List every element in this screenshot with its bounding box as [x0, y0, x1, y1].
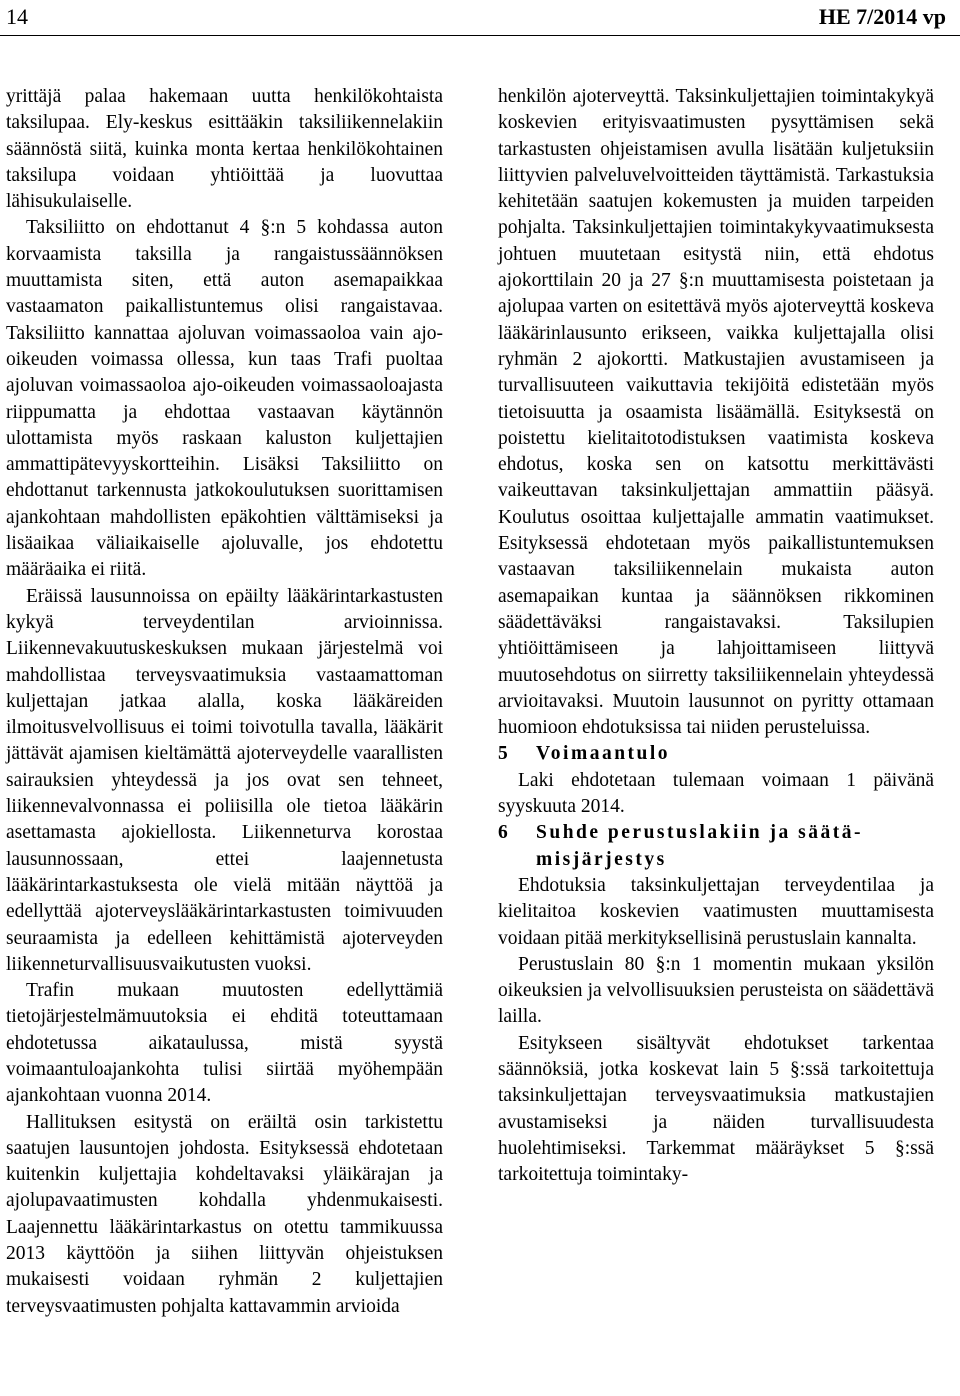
paragraph: yrittäjä palaa hakemaan uutta henkilökohtaista taksilupaa. Ely-keskus esittääkin taksiliikennelakiin säännöstä siitä, kuinka monta kertaa henkilökohtainen taksilupa voidaan yhtiöittää ja luovuttaa lähisukulaiselle. [6, 86, 443, 213]
paragraph: Trafin mukaan muutosten edellyttämiä tietojärjestelmämuutoksia ei ehditä toteuttamaan ehdotetussa aikataulussa, mistä syystä voimaantuloajankohta tulisi siirtää myöhempään ajankohtaan vuonna 2014. [6, 980, 443, 1107]
section-title: Voimaantulo [536, 743, 671, 765]
paragraph: Hallituksen esitystä on eräiltä osin tarkistettu saatujen lausuntojen johdosta. Esityksessä ehdotetaan kuitenkin kuljettajia kohdeltavaksi yläikärajan ja ajolupavaatimusten kohdalla yhdenmukaisesti. Laajennettu lääkärintarkastus on otettu tammikuussa 2013 käyttöön ja siihen liittyvän ohjeistuksen mukaisesti voidaan ryhmän 2 kuljettajien terveysvaatimusten pohjalta kattavammin arvioida [6, 1111, 443, 1317]
section-heading-6 [498, 820, 934, 873]
paragraph: Laki ehdotetaan tulemaan voimaan 1 päivänä syyskuuta 2014. [498, 769, 934, 818]
section-title-line-1: Suhde perustuslakiin ja säätä- [536, 822, 863, 844]
paragraph: Eräissä lausunnoissa on epäilty lääkärintarkastusten kykyä terveydentilan arvioinnissa. Liikennevakuutuskeskuksen mukaan järjestelmä voi mahdollistaa terveysvaatimuksia vastaamattoman kuljettajan jatkaa alalla, koska lääkäreiden ilmoitusvelvollisuus ei toimi toivotulla tavalla, lääkärit jättävät ajamisen kieltämättä ajoterveydelle vaarallisten sairauksien yhteydessä ja jos ovat sen tehneet, liikennevalvonnassa ei poliisilla ole tietoa lääkärin asettamasta ajokiellosta. Liikenneturva korostaa lausunnossaan, ettei laajennetusta lääkärintarkastuksesta ole vielä mitään näyttöä ja edellyttää ajoterveyslääkärintarkastusten toimivuuden seuraamista ja edelleen kehittämistä ajoterveyden liikenneturvallisuusvaikutusten vuoksi. [6, 585, 443, 975]
section-number: 5 [498, 743, 508, 765]
page-header [0, 0, 960, 36]
section-heading-5 [498, 741, 934, 767]
document-id: HE 7/2014 vp [818, 4, 946, 29]
paragraph: Taksiliitto on ehdottanut 4 §:n 5 kohdassa auton korvaamista taksilla ja rangaistussäännöksen muuttamista siten, että auton asemapaikkaa vastaamaton paikallistuntemus olisi rangaistavaa. Taksiliitto kannattaa ajoluvan voimassaoloa vain ajo-oikeuden voimassa ollessa, kun taas Trafi puoltaa ajoluvan voimassaoloa ajo-oikeuden voimassaoloajasta riippumatta ja ehdottaa vastaavan käytännön ulottamista myös raskaan kaluston kuljettajien ammattipätevyyskortteihin. Lisäksi Taksiliitto on ehdottanut tarkennusta jatkokoulutuksen suorittamisen ajankohtaan mahdollisten epäkohtien välttämiseksi ja lisäaikaa väliaikaiselle ajoluvalle, jos ehdotettu määräaika ei riitä. [6, 217, 443, 581]
right-column [498, 84, 934, 1188]
left-column [6, 84, 443, 1320]
paragraph: Perustuslain 80 §:n 1 momentin mukaan yksilön oikeuksien ja velvollisuuksien perusteista on säädettävä lailla. [498, 953, 934, 1028]
section-title-line-2: misjärjestys [536, 848, 667, 870]
section-number: 6 [498, 822, 508, 844]
paragraph: henkilön ajoterveyttä. Taksinkuljettajien toimintakykyä koskevien erityisvaatimusten pysyttämisen sekä tarkastusten ohjeistamisen avulla lisätään kuljetuksiin liittyvien palveluvelvoitteiden täyttämistä. Tarkastuksia kehitetään saatujen kokemusten ja muiden tarpeiden pohjalta. Taksinkuljettajien toimintakykyvaatimuksesta johtuen muutetaan esitystä niin, että ehdotus ajokorttilain 20 ja 27 §:n muuttamisesta poistetaan ja ajolupaa varten on esitettävä myös ajoterveyttä koskeva lääkärinlausunto erikseen, vaikka kuljettajalla olisi ryhmän 2 ajokortti. Matkustajien avustamiseen ja turvallisuuteen vaikuttavia tekijöitä edistetään myös tietoisuutta ja osaamista lisäämällä. Esityksestä on poistettu kielitaitotodistuksen vaatimista koskeva ehdotus, koska sen on katsottu merkittävästi vaikeuttavan taksinkuljettajan ammattiin pääsyä. Koulutus osoittaa kuljettajalle ammatin vaatimukset. Esityksessä ehdotetaan myös paikallistuntemuksen vastaavan taksiliikennelain mukaista auton asemapaikan kuntaa ja säännöksen rikkominen säädettäväksi rangaistavaksi. Taksilupien yhtiöittämiseen ja lahjoittamiseen liittyvä muutosehdotus on siirretty taksiliikennelain yhteydessä arvioitavaksi. Muutoin lausunnot on pyritty ottamaan huomioon ehdotuksissa tai niiden perusteluissa. [498, 86, 934, 739]
page-number: 14 [6, 4, 28, 29]
paragraph: Esitykseen sisältyvät ehdotukset tarkentaa säännöksiä, jotka koskevat lain 5 §:ssä tarkoitettuja taksinkuljettajan terveysvaatimuksia matkustajien avustamiseksi ja näiden turvallisuudesta huolehtimiseksi. Tarkemmat määräykset 5 §:ssä tarkoitettuja toimintaky- [498, 1032, 934, 1186]
paragraph: Ehdotuksia taksinkuljettajan terveydentilaa ja kielitaitoa koskevien vaatimusten muuttamisesta voidaan pitää merkityksellisinä perustuslain kannalta. [498, 874, 934, 949]
